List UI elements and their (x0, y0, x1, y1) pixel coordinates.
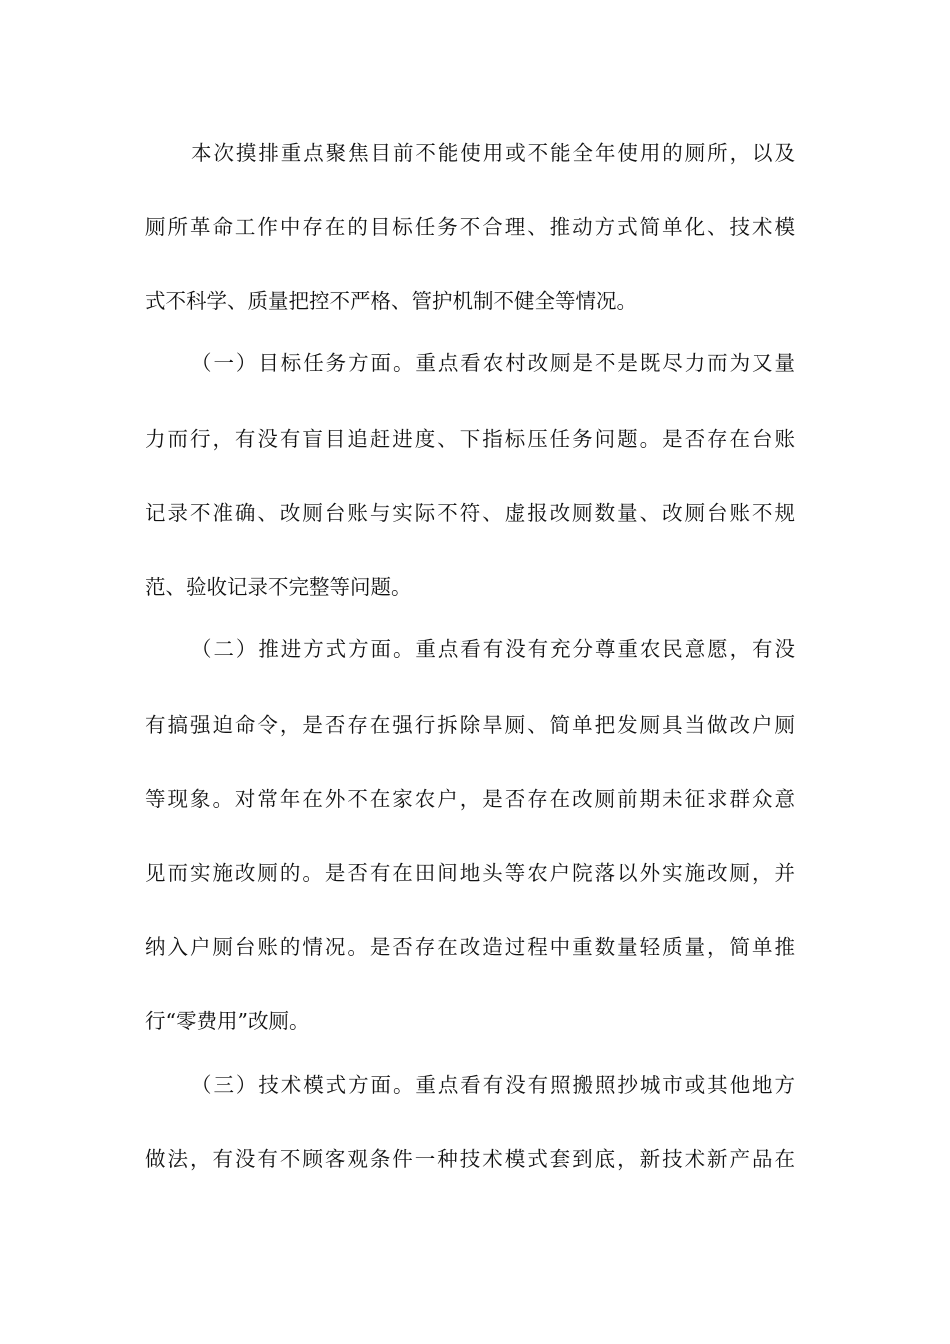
text-line: 做法，有没有不顾客观条件一种技术模式套到底，新技术新产品在 (145, 1147, 795, 1171)
text-line: 范、验收记录不完整等问题。 (145, 575, 412, 599)
text-line: 行“零费用”改厕。 (145, 1009, 310, 1033)
text-line: 有搞强迫命令，是否存在强行拆除旱厕、简单把发厕具当做改户厕 (145, 713, 795, 737)
text-line: 记录不准确、改厕台账与实际不符、虚报改厕数量、改厕台账不规 (145, 501, 795, 525)
text-line: 式不科学、质量把控不严格、管护机制不健全等情况。 (145, 289, 637, 313)
text-line: （一）目标任务方面。重点看农村改厕是不是既尽力而为又量 (191, 351, 795, 375)
text-line: （二）推进方式方面。重点看有没有充分尊重农民意愿，有没 (191, 637, 795, 661)
text-line: 纳入户厕台账的情况。是否存在改造过程中重数量轻质量，简单推 (145, 935, 795, 959)
text-line: 本次摸排重点聚焦目前不能使用或不能全年使用的厕所，以及 (191, 141, 795, 165)
text-line: 厕所革命工作中存在的目标任务不合理、推动方式简单化、技术模 (145, 215, 795, 239)
text-line: （三）技术模式方面。重点看有没有照搬照抄城市或其他地方 (191, 1073, 795, 1097)
text-line: 等现象。对常年在外不在家农户，是否存在改厕前期未征求群众意 (145, 787, 795, 811)
text-line: 见而实施改厕的。是否有在田间地头等农户院落以外实施改厕，并 (145, 861, 795, 885)
text-line: 力而行，有没有盲目追赶进度、下指标压任务问题。是否存在台账 (145, 427, 795, 451)
